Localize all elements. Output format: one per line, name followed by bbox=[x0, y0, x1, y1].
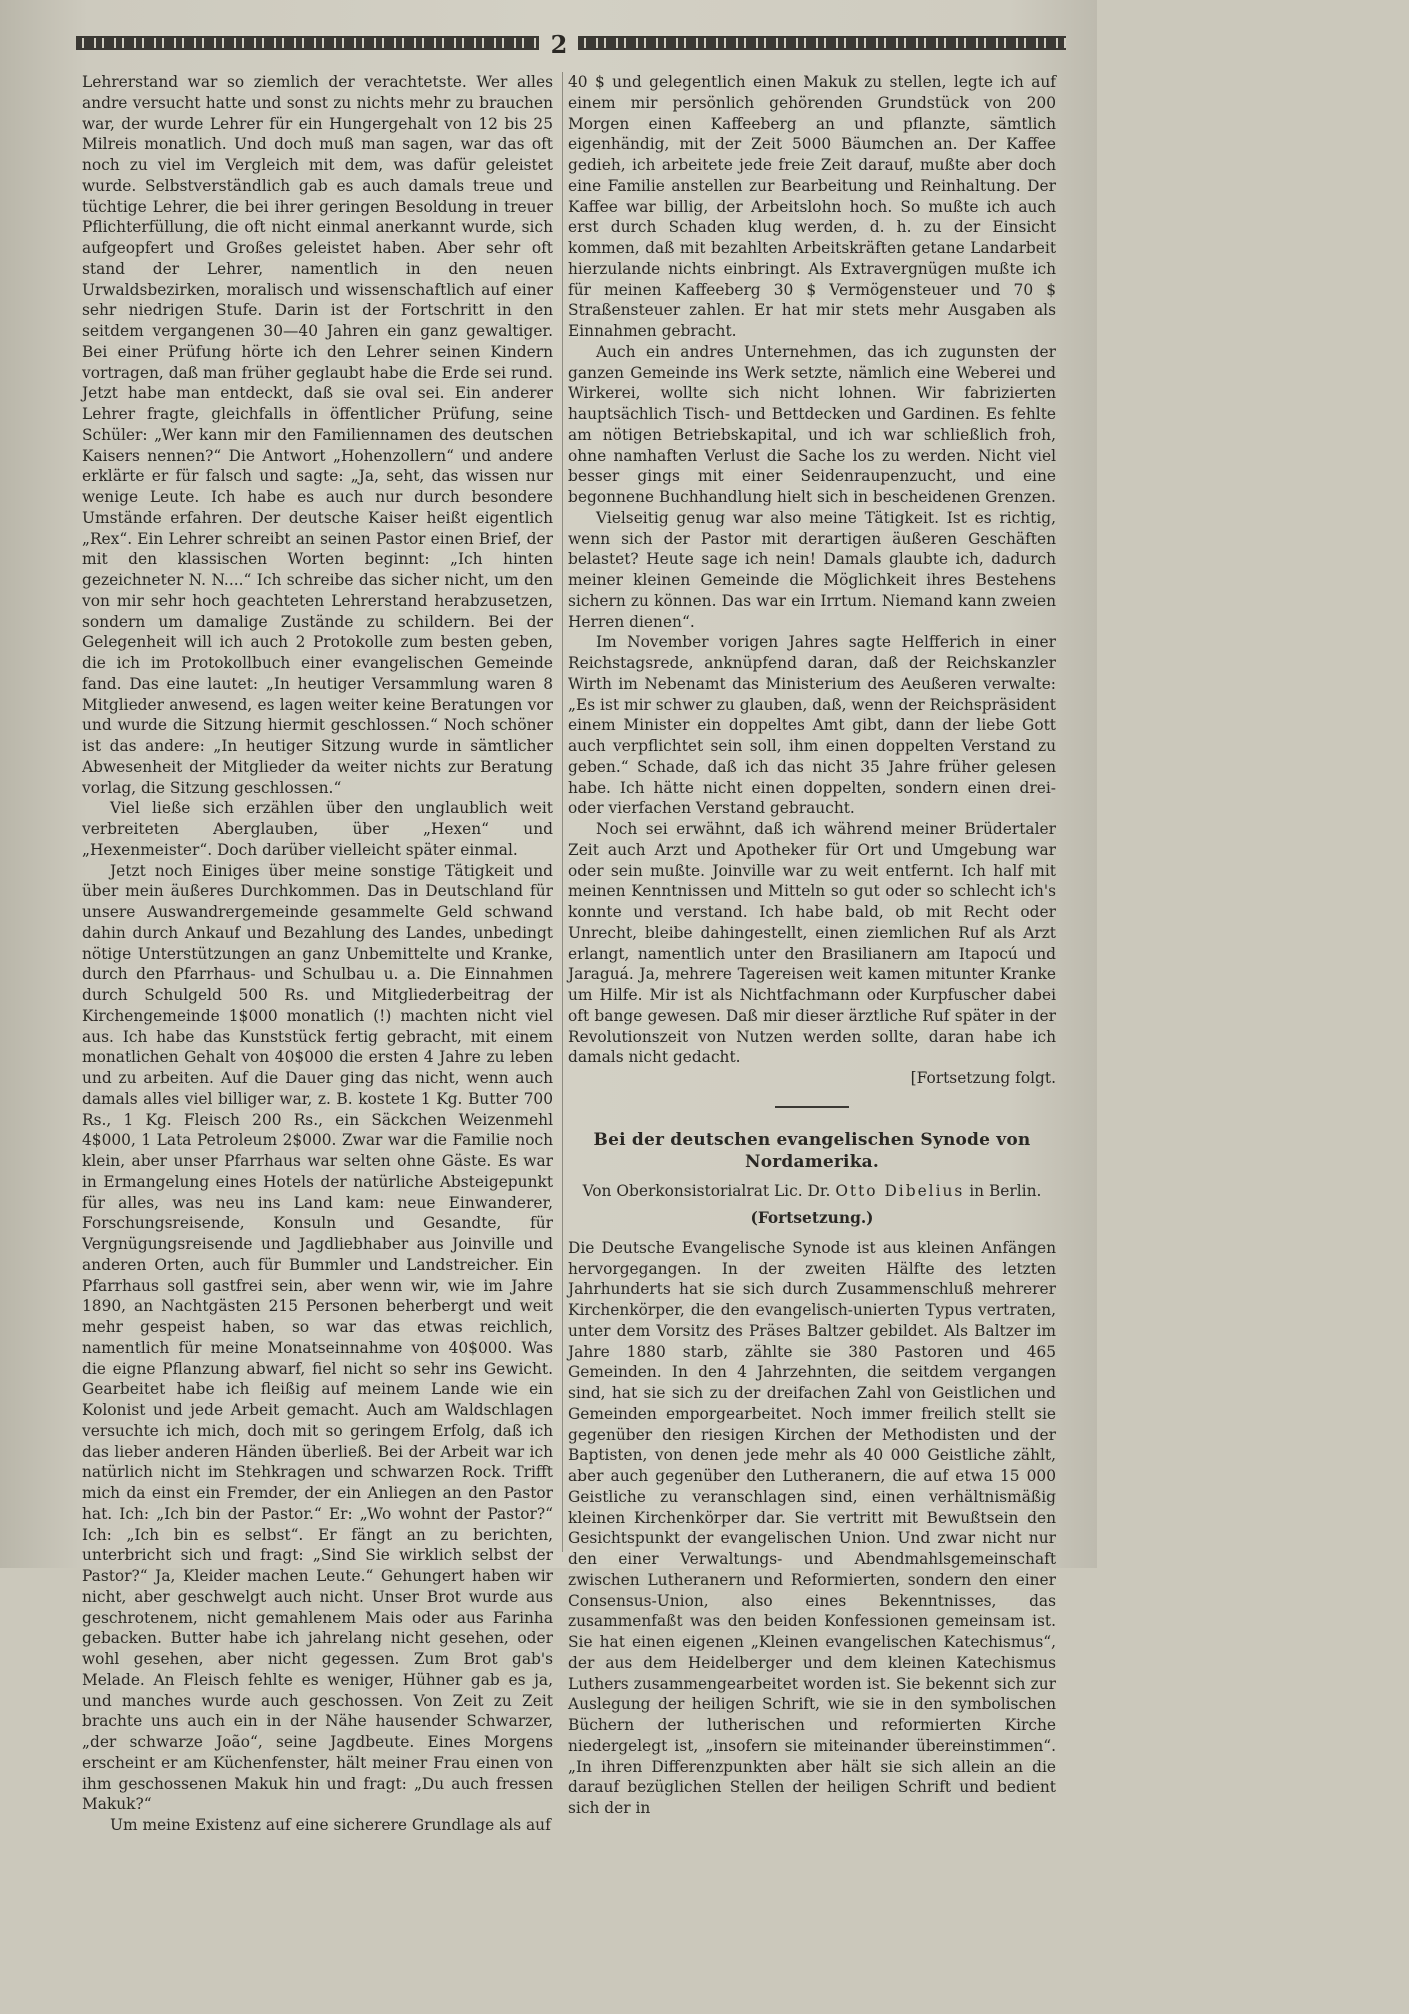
column-divider bbox=[562, 72, 563, 1552]
header-ornament-left bbox=[76, 36, 539, 50]
right-paragraph-1: 40 $ und gelegentlich einen Makuk zu stellen, legte ich auf einem mir persönlich gehörenden Grundstück von 200 Morgen einen Kaffeeberg an und pflanzte, sämtlich eigenhändig, mit der Zeit 5000 Bäumchen an. Der Kaffee gedieh, ich arbeitete jede freie Zeit darauf, mußte aber doch eine Familie anstellen zur Bearbeitung und Reinhaltung. Der Kaffee war billig, der Arbeitslohn hoch. So mußte ich auch erst durch Schaden klug werden, d. h. zu der Einsicht kommen, daß mit bezahlten Arbeitskräften getane Landarbeit hierzulande nichts einbringt. Als Extravergnügen mußte ich für meinen Kaffeeberg 30 $ Vermögensteuer und 70 $ Straßensteuer zahlen. Er hat mir stets mehr Ausgaben als Einnahmen gebracht. bbox=[568, 73, 1056, 340]
left-column bbox=[82, 72, 553, 1834]
byline-author: Otto Dibelius bbox=[835, 1181, 965, 1200]
header-ornament-right bbox=[578, 36, 1066, 50]
right-paragraph-3: Vielseitig genug war also meine Tätigkeit. Ist es richtig, wenn sich der Pastor mit derartigen äußeren Geschäften belastet? Heute sage ich nein! Damals glaubte ich, dadurch meiner kleinen Gemeinde die Möglichkeit ihres Bestehens sichern zu können. Das war ein Irrtum. Niemand kann zweien Herren dienen“. bbox=[568, 508, 1056, 631]
article-paragraph-1: Die Deutsche Evangelische Synode ist aus kleinen Anfängen hervorgegangen. In der zweiten Hälfte des letzten Jahrhunderts hat sie sich durch Zusammenschluß mehrerer Kirchenkörper, die den evangelisch-unierten Typus vertraten, unter dem Vorsitz des Präses Baltzer gebildet. Als Baltzer im Jahre 1880 starb, zählte sie 380 Pastoren und 465 Gemeinden. In den 4 Jahrzehnten, die seitdem vergangen sind, hat sie sich zu der dreifachen Zahl von Geistlichen und Gemeinden emporgearbeitet. Noch immer freilich stellt sie gegenüber den riesigen Kirchen der Methodisten und der Baptisten, von denen jede mehr als 40 000 Geistliche zählt, aber auch gegenüber den Lutheranern, die auf etwa 15 000 Geistliche zu veranschlagen sind, einen verhältnismäßig kleinen Kirchenkörper dar. Sie vertritt mit Bewußtsein den Gesichtspunkt der evangelischen Union. Und zwar nicht nur den einer Verwaltungs- und Abendmahlsgemeinschaft zwischen Lutheranern und Reformierten, sondern den einer Consensus-Union, also eines Bekenntnisses, das zusammenfaßt was den beiden Konfessionen gemeinsam ist. Sie hat einen eigenen „Kleinen evangelischen Katechismus“, der aus dem Heidelberger und dem kleinen Katechismus Luthers zusammengearbeitet worden ist. Sie bekennt sich zur Auslegung der heiligen Schrift, wie sie in den symbolischen Büchern der lutherischen und reformierten Kirche niedergelegt ist, „insofern sie miteinander übereinstimmen“. „In ihren Differenzpunkten aber hält sie sich allein an die darauf bezüglichen Stellen der heiligen Schrift und bedient sich der in bbox=[568, 1238, 1056, 1817]
right-paragraph-5 bbox=[568, 819, 1056, 1089]
left-paragraph-3: Jetzt noch Einiges über meine sonstige Tätigkeit und über mein äußeres Durchkommen. Das in Deutschland für unsere Auswandrergemeinde gesammelte Geld schwand dahin durch Ankauf und Bezahlung des Landes, unbedingt nötige Unterstützungen an ganz Unbemittelte und Kranke, durch den Pfarrhaus- und Schulbau u. a. Die Einnahmen durch Schulgeld 500 Rs. und Mitgliederbeitrag der Kirchengemeinde 1$000 monatlich (!) machten nicht viel aus. Ich habe das Kunststück fertig gebracht, mit einem monatlichen Gehalt von 40$000 die ersten 4 Jahre zu leben und zu arbeiten. Auf die Dauer ging das nicht, wenn auch damals alles viel billiger war, z. B. kostete 1 Kg. Butter 700 Rs., 1 Kg. Fleisch 200 Rs., ein Säckchen Weizenmehl 4$000, 1 Lata Petroleum 2$000. Zwar war die Familie noch klein, aber unser Pfarrhaus war selten ohne Gäste. Es war in Ermangelung eines Hotels der natürliche Absteigepunkt für alles, was neu ins Land kam: neue Einwanderer, Forschungsreisende, Konsuln und Gesandte, für Vergnügungsreisende und Jagdliebhaber aus Joinville und anderen Orten, auch für Bummler und Landstreicher. Ein Pfarrhaus soll gastfrei sein, aber wenn wir, wie im Jahre 1890, an Nachtgästen 215 Personen beherbergt und weit mehr gespeist haben, so war das etwas reichlich, namentlich für meine Monatseinnahme von 40$000. Was die eigne Pflanzung abwarf, fiel nicht so sehr ins Gewicht. Gearbeitet habe ich fleißig auf meinem Lande wie ein Kolonist und jede Arbeit gemacht. Auch am Waldschlagen versuchte ich mich, doch mit so geringem Erfolg, daß ich das lieber anderen Händen überließ. Bei der Arbeit war ich natürlich nicht im Stehkragen und schwarzen Rock. Trifft mich da einst ein Fremder, der ein Anliegen an den Pastor hat. Ich: „Ich bin der Pastor.“ Er: „Wo wohnt der Pastor?“ Ich: „Ich bin es selbst“. Er fängt an zu berichten, unterbricht sich und fragt: „Sind Sie wirklich selbst der Pastor?“ Ja, Kleider machen Leute.“ Gehungert haben wir nicht, aber geschwelgt auch nicht. Unser Brot wurde aus geschrotenem, nicht gemahlenem Mais oder aus Farinha gebacken. Butter habe ich jahrelang nicht gesehen, oder wohl gesehen, aber nicht gegessen. Zum Brot gab's Melade. An Fleisch fehlte es weniger, Hühner gab es ja, und manches wurde auch geschossen. Von Zeit zu Zeit brachte uns auch ein in der Nähe hausender Schwarzer, „der schwarze João“, seine Jagdbeute. Eines Morgens erscheint er am Küchenfenster, hält meiner Frau einen von ihm geschossenen Makuk hin und fragt: „Du auch fressen Makuk?“ bbox=[82, 861, 553, 1814]
left-paragraph-1: Lehrerstand war so ziemlich der verachtetste. Wer alles andre versucht hatte und sonst zu nichts mehr zu brauchen war, der wurde Lehrer für ein Hungergehalt von 12 bis 25 Milreis monatlich. Und doch muß man sagen, war das oft noch zu viel im Vergleich mit dem, was dafür geleistet wurde. Selbstverständlich gab es auch damals treue und tüchtige Lehrer, die bei ihrer geringen Besoldung in treuer Pflichterfüllung, die oft nicht einmal anerkannt wurde, sich aufgeopfert und Großes geleistet haben. Aber sehr oft stand der Lehrer, namentlich in den neuen Urwaldsbezirken, moralisch und wissenschaftlich auf einer sehr niedrigen Stufe. Darin ist der Fortschritt in den seitdem vergangenen 30—40 Jahren ein ganz gewaltiger. Bei einer Prüfung hörte ich den Lehrer seinen Kindern vortragen, daß man früher geglaubt habe die Erde sei rund. Jetzt habe man entdeckt, daß sie oval sei. Ein anderer Lehrer fragte, gleichfalls in öffentlicher Prüfung, seine Schüler: „Wer kann mir den Familiennamen des deutschen Kaisers nennen?“ Die Antwort „Hohenzollern“ und andere erklärte er für falsch und sagte: „Ja, seht, das wissen nur wenige Leute. Ich habe es auch nur durch besondere Umstände erfahren. Der deutsche Kaiser heißt eigentlich „Rex“. Ein Lehrer schreibt an seinen Pastor einen Brief, der mit den klassischen Worten beginnt: „Ich hinten gezeichneter N. N....“ Ich schreibe das sicher nicht, um den von mir sehr hoch geachteten Lehrerstand herabzusetzen, sondern um damalige Zustände zu schildern. Bei der Gelegenheit will ich auch 2 Protokolle zum besten geben, die ich im Protokollbuch einer evangelischen Gemeinde fand. Das eine lautet: „In heutiger Versammlung waren 8 Mitglieder anwesend, es lagen weiter keine Beratungen vor und wurde die Sitzung hiermit geschlossen.“ Noch schöner ist das andere: „In heutiger Sitzung wurde in sämtlicher Abwesenheit der Mitglieder da weiter nichts zur Beratung vorlag, die Sitzung geschlossen.“ bbox=[82, 73, 553, 797]
left-paragraph-2: Viel ließe sich erzählen über den unglaublich weit verbreiteten Aberglauben, über „Hexen“ und „Hexenmeister“. Doch darüber vielleicht später einmal. bbox=[82, 799, 553, 859]
continued-note: [Fortsetzung folgt. bbox=[910, 1069, 1056, 1087]
article-byline bbox=[568, 1181, 1056, 1201]
article-title: Bei der deutschen evangelischen Synode von Nordamerika. bbox=[593, 1129, 1031, 1172]
byline-suffix: in Berlin. bbox=[969, 1181, 1042, 1200]
right-column bbox=[568, 72, 1056, 1817]
right-paragraph-2: Auch ein andres Unternehmen, das ich zugunsten der ganzen Gemeinde ins Werk setzte, nämlich eine Weberei und Wirkerei, wollte sich nicht lohnen. Wir fabrizierten hauptsächlich Tisch- und Bettdecken und Gardinen. Es fehlte am nötigen Betriebskapital, und ich war schließlich froh, ohne namhaften Verlust die Sache los zu werden. Nicht viel besser gings mit einer Seidenraupenzucht, und eine begonnene Buchhandlung hielt sich in bescheidenen Grenzen. bbox=[568, 342, 1056, 506]
right-paragraph-4: Im November vorigen Jahres sagte Helfferich in einer Reichstagsrede, anknüpfend daran, daß der Reichskanzler Wirth im Nebenamt das Ministerium des Aeußeren verwalte: „Es ist mir schwer zu glauben, daß, wenn der Reichspräsident einem Minister ein doppeltes Amt gibt, dann der liebe Gott auch verpflichtet sein soll, ihm einen doppelten Verstand zu geben.“ Schade, daß ich das nicht 35 Jahre früher gelesen habe. Ich hätte nicht einen doppelten, sondern einen drei- oder vierfachen Verstand gebraucht. bbox=[568, 633, 1056, 818]
byline-prefix: Von Oberkonsistorialrat Lic. Dr. bbox=[582, 1181, 831, 1200]
right-paragraph-5-text: Noch sei erwähnt, daß ich während meiner Brüdertaler Zeit auch Arzt und Apotheker für Ort und Umgebung war oder sein mußte. Joinville war zu weit entfernt. Ich half mit meinen Kenntnissen und Mitteln so gut oder so schlecht ich's konnte und verstand. Ich habe bald, ob mit Recht oder Unrecht, bleibe dahingestellt, einen ziemlichen Ruf als Arzt erlangt, namentlich unter den Brasilianern am Itapocú und Jaraguá. Ja, mehrere Tagereisen weit kamen mitunter Kranke um Hilfe. Mir ist als Nichtfachmann oder Kurpfuscher dabei oft bange gewesen. Daß mir dieser ärztliche Ruf später in der Revolutionszeit von Nutzen werden sollte, daran habe ich damals nicht gedacht. bbox=[568, 820, 1056, 1067]
left-paragraph-4: Um meine Existenz auf eine sicherere Grundlage als auf bbox=[110, 1816, 551, 1834]
page-number: 2 bbox=[550, 30, 568, 59]
article-continued-label: (Fortsetzung.) bbox=[750, 1208, 874, 1227]
section-separator bbox=[775, 1106, 849, 1108]
